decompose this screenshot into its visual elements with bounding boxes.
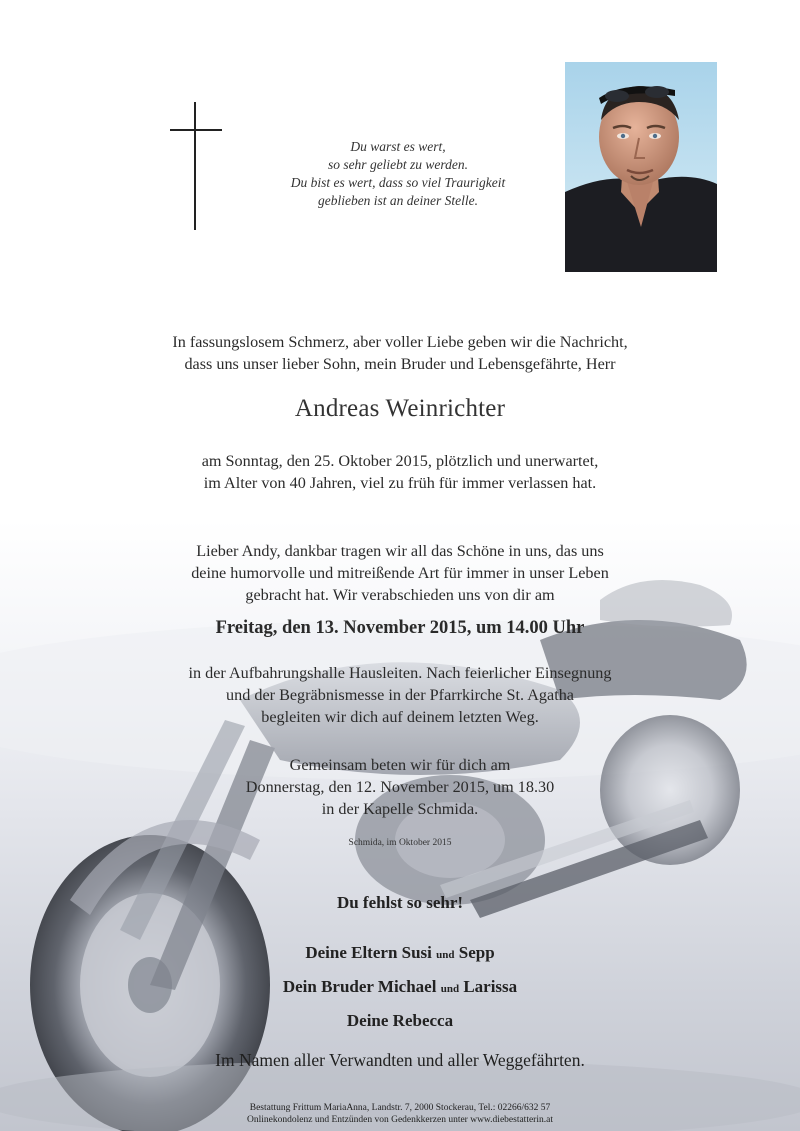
death-notice — [0, 450, 800, 494]
family-brother — [0, 971, 800, 1005]
ceremony-line: begleiten wir dich auf deinem letzten Weg. — [261, 708, 539, 726]
cross-icon — [170, 102, 222, 230]
family-brother-left: Dein Bruder Michael — [282, 977, 437, 996]
poem-line: Du warst es wert, — [350, 139, 446, 154]
ceremony-text — [0, 662, 800, 728]
family-parents-and: und — [436, 949, 455, 961]
poem-line: so sehr geliebt zu werden. — [327, 157, 469, 172]
family-parents — [0, 937, 800, 971]
tribute-line: deine humorvolle und mitreißende Art für immer in unser Leben — [191, 564, 609, 582]
family-signatures — [0, 937, 800, 1036]
closing-text: Im Namen aller Verwandten und aller Weggefährten. — [215, 1050, 585, 1070]
tribute-line: gebracht hat. Wir verabschieden uns von dir am — [245, 586, 555, 604]
tribute-line: Lieber Andy, dankbar tragen wir all das Schöne in uns, das uns — [196, 542, 604, 560]
deceased-name: Andreas Weinrichter — [294, 395, 506, 422]
prayer-line: in der Kapelle Schmida. — [321, 800, 479, 818]
tribute-text — [0, 540, 800, 606]
memorial-poem — [248, 138, 548, 210]
prayer-text — [0, 754, 800, 820]
intro-line: dass uns unser lieber Sohn, mein Bruder und Lebensgefährte, Herr — [184, 355, 616, 373]
poem-line: geblieben ist an deiner Stelle. — [317, 193, 479, 208]
intro-text — [0, 331, 800, 375]
footer-address: Bestattung Frittum MariaAnna, Landstr. 7, 2000 Stockerau, Tel.: 02266/632 57 — [249, 1103, 551, 1113]
family-brother-and: und — [440, 983, 460, 995]
family-brother-right: Larissa — [463, 977, 518, 996]
family-partner: Deine Rebecca — [346, 1011, 454, 1030]
portrait-photo — [565, 62, 717, 272]
prayer-line: Donnerstag, den 12. November 2015, um 18.30 — [245, 778, 555, 796]
ceremony-line: in der Aufbahrungshalle Hausleiten. Nach feierlicher Einsegnung — [188, 664, 612, 682]
intro-line: In fassungslosem Schmerz, aber voller Liebe geben wir die Nachricht, — [172, 333, 628, 351]
family-parents-right: Sepp — [458, 943, 495, 962]
undertaker-footer — [0, 1102, 800, 1126]
poem-line: Du bist es wert, dass so viel Traurigkeit — [290, 175, 506, 190]
prayer-line: Gemeinsam beten wir für dich am — [289, 756, 511, 774]
ceremony-line: und der Begräbnismesse in der Pfarrkirche St. Agatha — [226, 686, 574, 704]
place-date: Schmida, im Oktober 2015 — [348, 838, 452, 848]
death-line: am Sonntag, den 25. Oktober 2015, plötzlich und unerwartet, — [201, 452, 599, 470]
funeral-date: Freitag, den 13. November 2015, um 14.00 Uhr — [215, 618, 585, 638]
death-line: im Alter von 40 Jahren, viel zu früh für immer verlassen hat. — [203, 474, 597, 492]
footer-website: Onlinekondolenz und Entzünden von Gedenkkerzen unter www.diebestatterin.at — [247, 1115, 553, 1125]
family-parents-left: Deine Eltern Susi — [305, 943, 432, 962]
farewell-text: Du fehlst so sehr! — [336, 893, 464, 912]
